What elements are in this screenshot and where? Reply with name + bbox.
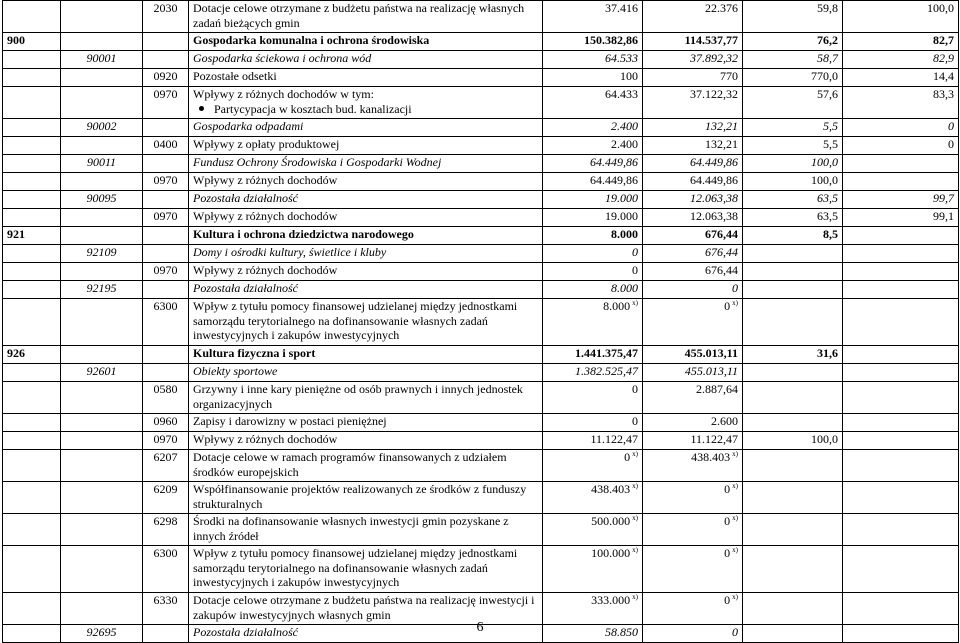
struktura-cell: 82,9 bbox=[843, 51, 959, 69]
opis-cell: Obiekty sportowe bbox=[189, 364, 543, 382]
opis-subitem bbox=[193, 102, 538, 117]
dzial-cell bbox=[3, 173, 61, 191]
rozdzial-cell: 92109 bbox=[61, 245, 143, 263]
proc-cell: 59,8 bbox=[743, 1, 843, 33]
wykonanie-value: 0 bbox=[724, 593, 731, 607]
struktura-cell: 99,1 bbox=[843, 209, 959, 227]
struktura-cell: 83,3 bbox=[843, 87, 959, 119]
proc-cell: 58,7 bbox=[743, 51, 843, 69]
rozdzial-cell bbox=[61, 69, 143, 87]
opis-cell: Wpływy z różnych dochodów bbox=[189, 432, 543, 450]
opis-subitem-text: Partycypacja w kosztach bud. kanalizacji bbox=[214, 101, 412, 116]
wykonanie-value: 0 bbox=[724, 546, 731, 560]
opis-cell: Wpływy z różnych dochodów bbox=[189, 209, 543, 227]
wykonanie-cell: 37.122,32 bbox=[643, 87, 743, 119]
wykonanie-cell: 0 bbox=[643, 625, 743, 643]
opis-cell: Grzywny i inne kary pieniężne od osób prawnych i innych jednostek organizacyjnych bbox=[189, 382, 543, 414]
rozdzial-cell: 90001 bbox=[61, 51, 143, 69]
struktura-cell bbox=[843, 514, 959, 546]
proc-cell: 100,0 bbox=[743, 173, 843, 191]
struktura-cell: 82,7 bbox=[843, 33, 959, 51]
table-row bbox=[3, 432, 959, 450]
struktura-cell bbox=[843, 546, 959, 593]
wykonanie-value: 0 bbox=[724, 482, 731, 496]
footnote-mark: x) bbox=[732, 514, 738, 522]
paragraf-cell: 6209 bbox=[143, 482, 189, 514]
table-row bbox=[3, 364, 959, 382]
opis-cell: Pozostała działalność bbox=[189, 625, 543, 643]
rozdzial-cell: 92601 bbox=[61, 364, 143, 382]
footnote-mark: x) bbox=[732, 299, 738, 307]
struktura-cell bbox=[843, 263, 959, 281]
table-row bbox=[3, 1, 959, 33]
table-row bbox=[3, 119, 959, 137]
rozdzial-cell bbox=[61, 263, 143, 281]
struktura-cell: 14,4 bbox=[843, 69, 959, 87]
dzial-cell bbox=[3, 191, 61, 209]
struktura-cell bbox=[843, 482, 959, 514]
dzial-cell: 921 bbox=[3, 227, 61, 245]
paragraf-cell: 0970 bbox=[143, 209, 189, 227]
dzial-cell bbox=[3, 137, 61, 155]
plan-cell: 0 bbox=[543, 245, 643, 263]
wykonanie-cell: 676,44 bbox=[643, 245, 743, 263]
opis-cell: Fundusz Ochrony Środowiska i Gospodarki Wodnej bbox=[189, 155, 543, 173]
table-row bbox=[3, 450, 959, 482]
struktura-cell bbox=[843, 432, 959, 450]
plan-value: 8.000 bbox=[603, 299, 631, 313]
proc-cell: 5,5 bbox=[743, 137, 843, 155]
proc-cell bbox=[743, 299, 843, 346]
plan-cell: 1.382.525,47 bbox=[543, 364, 643, 382]
proc-cell bbox=[743, 364, 843, 382]
rozdzial-cell: 92195 bbox=[61, 281, 143, 299]
proc-cell bbox=[743, 546, 843, 593]
paragraf-cell: 6207 bbox=[143, 450, 189, 482]
struktura-cell: 99,7 bbox=[843, 191, 959, 209]
footnote-mark: x) bbox=[632, 593, 638, 601]
proc-cell bbox=[743, 414, 843, 432]
proc-cell bbox=[743, 382, 843, 414]
struktura-cell bbox=[843, 414, 959, 432]
proc-cell: 63,5 bbox=[743, 209, 843, 227]
paragraf-cell bbox=[143, 191, 189, 209]
rozdzial-cell bbox=[61, 33, 143, 51]
proc-cell: 63,5 bbox=[743, 191, 843, 209]
wykonanie-cell: 2.887,64 bbox=[643, 382, 743, 414]
plan-value: 0 bbox=[624, 450, 631, 464]
opis-cell bbox=[189, 87, 543, 119]
footnote-mark: x) bbox=[632, 299, 638, 307]
paragraf-cell: 0580 bbox=[143, 382, 189, 414]
dzial-cell: 900 bbox=[3, 33, 61, 51]
plan-cell: 11.122,47 bbox=[543, 432, 643, 450]
wykonanie-cell bbox=[643, 299, 743, 346]
proc-cell bbox=[743, 450, 843, 482]
paragraf-cell: 0970 bbox=[143, 87, 189, 119]
plan-value: 333.000 bbox=[591, 593, 631, 607]
wykonanie-cell: 2.600 bbox=[643, 414, 743, 432]
proc-cell: 76,2 bbox=[743, 33, 843, 51]
wykonanie-cell: 64.449,86 bbox=[643, 173, 743, 191]
wykonanie-cell: 455.013,11 bbox=[643, 364, 743, 382]
wykonanie-cell bbox=[643, 482, 743, 514]
rozdzial-cell bbox=[61, 450, 143, 482]
wykonanie-cell: 132,21 bbox=[643, 137, 743, 155]
wykonanie-cell bbox=[643, 450, 743, 482]
paragraf-cell: 6300 bbox=[143, 299, 189, 346]
opis-cell: Dotacje celowe otrzymane z budżetu państwa na realizację inwestycji i zakupów inwestycyjnych własnych gmin bbox=[189, 593, 543, 625]
paragraf-cell bbox=[143, 51, 189, 69]
wykonanie-cell: 676,44 bbox=[643, 227, 743, 245]
footnote-mark: x) bbox=[632, 450, 638, 458]
dzial-cell bbox=[3, 69, 61, 87]
table-row bbox=[3, 51, 959, 69]
proc-cell: 100,0 bbox=[743, 432, 843, 450]
dzial-cell bbox=[3, 514, 61, 546]
wykonanie-cell: 770 bbox=[643, 69, 743, 87]
wykonanie-value: 438.403 bbox=[691, 450, 731, 464]
paragraf-cell: 0970 bbox=[143, 432, 189, 450]
rozdzial-cell bbox=[61, 346, 143, 364]
rozdzial-cell bbox=[61, 414, 143, 432]
plan-cell: 0 bbox=[543, 382, 643, 414]
plan-cell bbox=[543, 450, 643, 482]
wykonanie-cell: 11.122,47 bbox=[643, 432, 743, 450]
budget-table-body bbox=[3, 1, 959, 643]
footnote-mark: x) bbox=[732, 450, 738, 458]
plan-value: 100.000 bbox=[591, 546, 631, 560]
plan-cell: 0 bbox=[543, 263, 643, 281]
plan-cell: 64.533 bbox=[543, 51, 643, 69]
opis-cell: Wpływ z tytułu pomocy finansowej udzielanej między jednostkami samorządu terytorialnego na dofinansowanie własnych zadań inwestycyjnych i zakupów inwestycyjnych bbox=[189, 299, 543, 346]
opis-cell: Dotacje celowe w ramach programów finansowanych z udziałem środków europejskich bbox=[189, 450, 543, 482]
proc-cell bbox=[743, 514, 843, 546]
opis-cell: Kultura fizyczna i sport bbox=[189, 346, 543, 364]
dzial-cell bbox=[3, 263, 61, 281]
plan-cell: 1.441.375,47 bbox=[543, 346, 643, 364]
table-row bbox=[3, 281, 959, 299]
wykonanie-cell: 0 bbox=[643, 281, 743, 299]
wykonanie-cell: 12.063,38 bbox=[643, 209, 743, 227]
table-row bbox=[3, 414, 959, 432]
rozdzial-cell bbox=[61, 382, 143, 414]
dzial-cell bbox=[3, 209, 61, 227]
wykonanie-cell: 132,21 bbox=[643, 119, 743, 137]
rozdzial-cell bbox=[61, 137, 143, 155]
rozdzial-cell bbox=[61, 432, 143, 450]
plan-cell: 0 bbox=[543, 414, 643, 432]
paragraf-cell: 6298 bbox=[143, 514, 189, 546]
paragraf-cell: 2030 bbox=[143, 1, 189, 33]
proc-cell: 8,5 bbox=[743, 227, 843, 245]
dzial-cell bbox=[3, 245, 61, 263]
table-row bbox=[3, 546, 959, 593]
rozdzial-cell: 90011 bbox=[61, 155, 143, 173]
proc-cell: 5,5 bbox=[743, 119, 843, 137]
wykonanie-value: 0 bbox=[724, 299, 731, 313]
paragraf-cell: 0920 bbox=[143, 69, 189, 87]
plan-cell: 150.382,86 bbox=[543, 33, 643, 51]
table-row bbox=[3, 346, 959, 364]
paragraf-cell: 0960 bbox=[143, 414, 189, 432]
proc-cell bbox=[743, 245, 843, 263]
footnote-mark: x) bbox=[732, 482, 738, 490]
wykonanie-cell bbox=[643, 546, 743, 593]
plan-cell: 2.400 bbox=[543, 119, 643, 137]
paragraf-cell bbox=[143, 33, 189, 51]
table-row bbox=[3, 227, 959, 245]
table-row bbox=[3, 137, 959, 155]
plan-cell bbox=[543, 482, 643, 514]
plan-cell: 64.449,86 bbox=[543, 173, 643, 191]
plan-cell: 64.449,86 bbox=[543, 155, 643, 173]
opis-cell: Pozostała działalność bbox=[189, 281, 543, 299]
wykonanie-cell: 12.063,38 bbox=[643, 191, 743, 209]
wykonanie-cell bbox=[643, 514, 743, 546]
rozdzial-cell bbox=[61, 87, 143, 119]
plan-cell bbox=[543, 299, 643, 346]
dzial-cell bbox=[3, 155, 61, 173]
rozdzial-cell bbox=[61, 514, 143, 546]
wykonanie-cell: 64.449,86 bbox=[643, 155, 743, 173]
dzial-cell bbox=[3, 1, 61, 33]
opis-cell: Domy i ośrodki kultury, świetlice i kluby bbox=[189, 245, 543, 263]
footnote-mark: x) bbox=[732, 546, 738, 554]
opis-cell: Środki na dofinansowanie własnych inwestycji gmin pozyskane z innych źródeł bbox=[189, 514, 543, 546]
proc-cell bbox=[743, 263, 843, 281]
table-row bbox=[3, 209, 959, 227]
struktura-cell bbox=[843, 173, 959, 191]
rozdzial-cell bbox=[61, 209, 143, 227]
footnote-mark: x) bbox=[632, 482, 638, 490]
dzial-cell bbox=[3, 482, 61, 514]
plan-cell: 8.000 bbox=[543, 227, 643, 245]
dzial-cell bbox=[3, 432, 61, 450]
dzial-cell bbox=[3, 546, 61, 593]
plan-cell: 8.000 bbox=[543, 281, 643, 299]
paragraf-cell bbox=[143, 245, 189, 263]
paragraf-cell: 0400 bbox=[143, 137, 189, 155]
table-row bbox=[3, 173, 959, 191]
wykonanie-cell: 37.892,32 bbox=[643, 51, 743, 69]
opis-cell: Współfinansowanie projektów realizowanych ze środków z funduszy strukturalnych bbox=[189, 482, 543, 514]
rozdzial-cell: 92695 bbox=[61, 625, 143, 643]
proc-cell: 31,6 bbox=[743, 346, 843, 364]
dzial-cell bbox=[3, 119, 61, 137]
dzial-cell bbox=[3, 281, 61, 299]
struktura-cell bbox=[843, 245, 959, 263]
struktura-cell bbox=[843, 155, 959, 173]
plan-cell: 2.400 bbox=[543, 137, 643, 155]
table-row bbox=[3, 69, 959, 87]
proc-cell: 100,0 bbox=[743, 155, 843, 173]
struktura-cell bbox=[843, 227, 959, 245]
paragraf-cell bbox=[143, 227, 189, 245]
struktura-cell bbox=[843, 299, 959, 346]
plan-cell bbox=[543, 514, 643, 546]
table-row bbox=[3, 382, 959, 414]
plan-value: 438.403 bbox=[591, 482, 631, 496]
struktura-cell: 0 bbox=[843, 137, 959, 155]
plan-cell: 19.000 bbox=[543, 209, 643, 227]
bullet-icon bbox=[199, 106, 204, 111]
struktura-cell bbox=[843, 382, 959, 414]
opis-line: Wpływy z różnych dochodów w tym: bbox=[193, 87, 374, 101]
footnote-mark: x) bbox=[632, 514, 638, 522]
dzial-cell bbox=[3, 364, 61, 382]
budget-table bbox=[2, 0, 959, 643]
paragraf-cell bbox=[143, 119, 189, 137]
opis-cell: Pozostała działalność bbox=[189, 191, 543, 209]
wykonanie-cell: 676,44 bbox=[643, 263, 743, 281]
footnote-mark: x) bbox=[732, 593, 738, 601]
plan-value: 500.000 bbox=[591, 514, 631, 528]
paragraf-cell bbox=[143, 346, 189, 364]
rozdzial-cell bbox=[61, 227, 143, 245]
plan-cell: 58.850 bbox=[543, 625, 643, 643]
paragraf-cell bbox=[143, 281, 189, 299]
opis-cell: Gospodarka komunalna i ochrona środowiska bbox=[189, 33, 543, 51]
struktura-cell: 0 bbox=[843, 119, 959, 137]
wykonanie-value: 0 bbox=[724, 514, 731, 528]
opis-cell: Pozostałe odsetki bbox=[189, 69, 543, 87]
struktura-cell bbox=[843, 281, 959, 299]
dzial-cell bbox=[3, 450, 61, 482]
rozdzial-cell bbox=[61, 1, 143, 33]
dzial-cell bbox=[3, 414, 61, 432]
plan-cell: 37.416 bbox=[543, 1, 643, 33]
table-row bbox=[3, 299, 959, 346]
page-number: 6 bbox=[476, 620, 484, 635]
proc-cell bbox=[743, 281, 843, 299]
struktura-cell bbox=[843, 346, 959, 364]
wykonanie-cell: 22.376 bbox=[643, 1, 743, 33]
rozdzial-cell bbox=[61, 299, 143, 346]
table-row bbox=[3, 155, 959, 173]
table-row bbox=[3, 514, 959, 546]
struktura-cell bbox=[843, 450, 959, 482]
paragraf-cell: 0970 bbox=[143, 263, 189, 281]
table-row bbox=[3, 482, 959, 514]
table-row bbox=[3, 263, 959, 281]
dzial-cell bbox=[3, 87, 61, 119]
rozdzial-cell: 90095 bbox=[61, 191, 143, 209]
plan-cell: 100 bbox=[543, 69, 643, 87]
rozdzial-cell bbox=[61, 546, 143, 593]
proc-cell: 57,6 bbox=[743, 87, 843, 119]
struktura-cell: 100,0 bbox=[843, 1, 959, 33]
rozdzial-cell bbox=[61, 173, 143, 191]
table-row bbox=[3, 87, 959, 119]
opis-cell: Dotacje celowe otrzymane z budżetu państwa na realizację własnych zadań bieżących gmin bbox=[189, 1, 543, 33]
paragraf-cell: 6330 bbox=[143, 593, 189, 625]
plan-cell: 19.000 bbox=[543, 191, 643, 209]
table-row bbox=[3, 33, 959, 51]
dzial-cell: 926 bbox=[3, 346, 61, 364]
table-row bbox=[3, 245, 959, 263]
paragraf-cell bbox=[143, 364, 189, 382]
opis-cell: Gospodarka ściekowa i ochrona wód bbox=[189, 51, 543, 69]
dzial-cell bbox=[3, 51, 61, 69]
opis-cell: Wpływ z tytułu pomocy finansowej udzielanej między jednostkami samorządu terytorialnego na dofinansowanie własnych zadań inwestycyjnych i zakupów inwestycyjnych bbox=[189, 546, 543, 593]
paragraf-cell: 0970 bbox=[143, 173, 189, 191]
dzial-cell bbox=[3, 299, 61, 346]
dzial-cell bbox=[3, 382, 61, 414]
struktura-cell bbox=[843, 364, 959, 382]
rozdzial-cell bbox=[61, 482, 143, 514]
opis-cell: Kultura i ochrona dziedzictwa narodowego bbox=[189, 227, 543, 245]
opis-cell: Wpływy z różnych dochodów bbox=[189, 173, 543, 191]
paragraf-cell: 6300 bbox=[143, 546, 189, 593]
proc-cell: 770,0 bbox=[743, 69, 843, 87]
opis-cell: Zapisy i darowizny w postaci pieniężnej bbox=[189, 414, 543, 432]
rozdzial-cell: 90002 bbox=[61, 119, 143, 137]
paragraf-cell bbox=[143, 155, 189, 173]
plan-cell bbox=[543, 546, 643, 593]
plan-cell: 64.433 bbox=[543, 87, 643, 119]
opis-cell: Gospodarka odpadami bbox=[189, 119, 543, 137]
proc-cell bbox=[743, 482, 843, 514]
opis-cell: Wpływy z różnych dochodów bbox=[189, 263, 543, 281]
opis-cell: Wpływy z opłaty produktowej bbox=[189, 137, 543, 155]
wykonanie-cell: 455.013,11 bbox=[643, 346, 743, 364]
wykonanie-cell: 114.537,77 bbox=[643, 33, 743, 51]
footnote-mark: x) bbox=[632, 546, 638, 554]
table-row bbox=[3, 191, 959, 209]
